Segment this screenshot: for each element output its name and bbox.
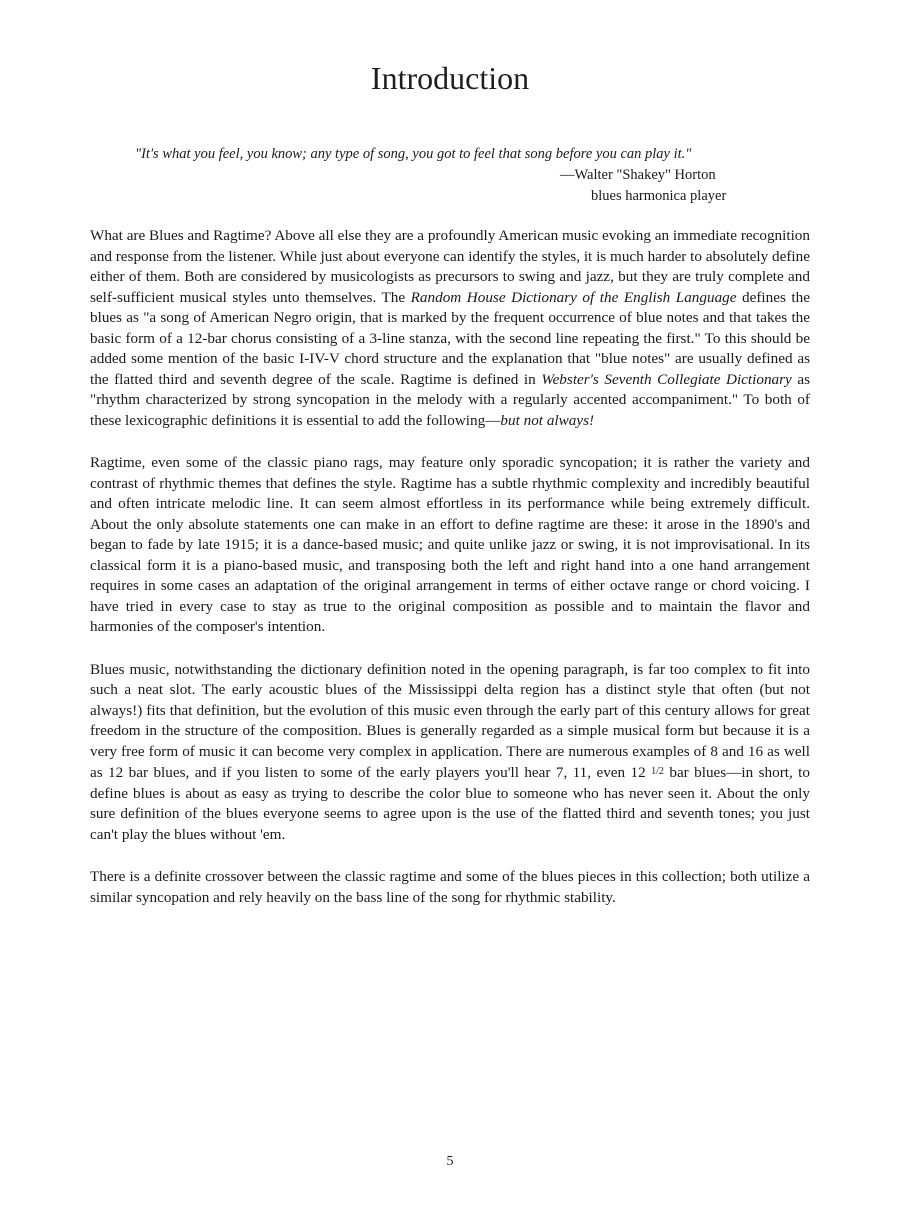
half-fraction: 1/2 [651,766,664,777]
page-number: 5 [446,1154,454,1169]
paragraph-4: There is a definite crossover between the classic ragtime and some of the blues pieces in this collection; both utilize a similar syncopation and rely heavily on the bass line of the song for rhythmic stability. [90,868,810,906]
paragraph-1 [90,226,810,431]
paragraph-3 [90,660,810,846]
paragraph-3-text: bar blues—in short, to define blues is about as easy as trying to describe the color blue to someone who has never seen it. About the only sure definition of the blues everyone seems to agree upon is the use of the flatted third and seventh tones; you just can't play the blues without 'em. [90,764,810,843]
paragraph-1-text: What are Blues and Ragtime? Above all else they are a profoundly American music evoking an immediate recognition and response from the listener. While just about everyone can identify the styles, it is much harder to absolutely define either of them. Both are considered by musicologists as precursors to swing and jazz, but they are truly complete and self-sufficient musical styles unto themselves. The [90,227,810,306]
paragraph-1-text: as "rhythm characterized by strong syncopation in the melody with a regularly accented accompaniment." To both of these lexicographic definitions it is essential to add the following— [90,370,811,429]
websters-dictionary-title: Webster's Seventh Collegiate Dictionary [541,370,792,388]
paragraph-3-text: Blues music, notwithstanding the dictionary definition noted in the opening paragraph, is far too complex to fit into such a neat slot. The early acoustic blues of the Mississippi delta region has a distinct style that often (but not always!) fits that definition, but the evolution of this music even through the early part of this century allows for great freedom in the structure of the composition. Blues is generally regarded as a simple musical form but because it is a very free form of music it can become very complex in application. There are numerous examples of 8 and 16 as well as 12 bar blues, and if you listen to some of the early players you'll hear 7, 11, even 12 [90,660,810,781]
epigraph-quote: "It's what you feel, you know; any type of song, you got to feel that song before you can play it." [135,146,692,162]
epigraph [135,144,775,207]
but-not-always-emphasis: but not always! [500,411,595,429]
epigraph-role: blues harmonica player [591,188,727,204]
body-text [90,226,810,930]
paragraph-2: Ragtime, even some of the classic piano rags, may feature only sporadic syncopation; it is rather the variety and contrast of rhythmic themes that defines the style. Ragtime has a subtle rhythmic complexity and incredibly beautiful and often intricate melodic line. It can seem almost effortless in its performance while being extremely difficult. About the only absolute statements one can make in an effort to define ragtime are these: it arose in the 1890's and began to fade by late 1915; it is a dance-based music; and quite unlike jazz or swing, it is not improvisational. In its classical form it is a piano-based music, and transposing both the left and right hand into a one hand arrangement requires in some cases an adaptation of the original arrangement in terms of either octave range or chord voicing. I have tried in every case to stay as true to the original composition as possible and to maintain the flavor and harmonies of the composer's intention. [90,454,810,635]
epigraph-attribution: —Walter "Shakey" Horton [560,167,716,183]
page-title: Introduction [370,60,530,96]
random-house-dictionary-title: Random House Dictionary of the English Language [410,288,737,306]
paragraph-1-text: defines the blues as "a song of American Negro origin, that is marked by the frequent occurrence of blue notes and that takes the basic form of a 12-bar chorus consisting of a 3-line stanza, with the second line repeating the first." To this should be added some mention of the basic I-IV-V chord structure and the explanation that "blue notes" are usually defined as the flatted third and seventh degree of the scale. Ragtime is defined in [90,288,810,388]
